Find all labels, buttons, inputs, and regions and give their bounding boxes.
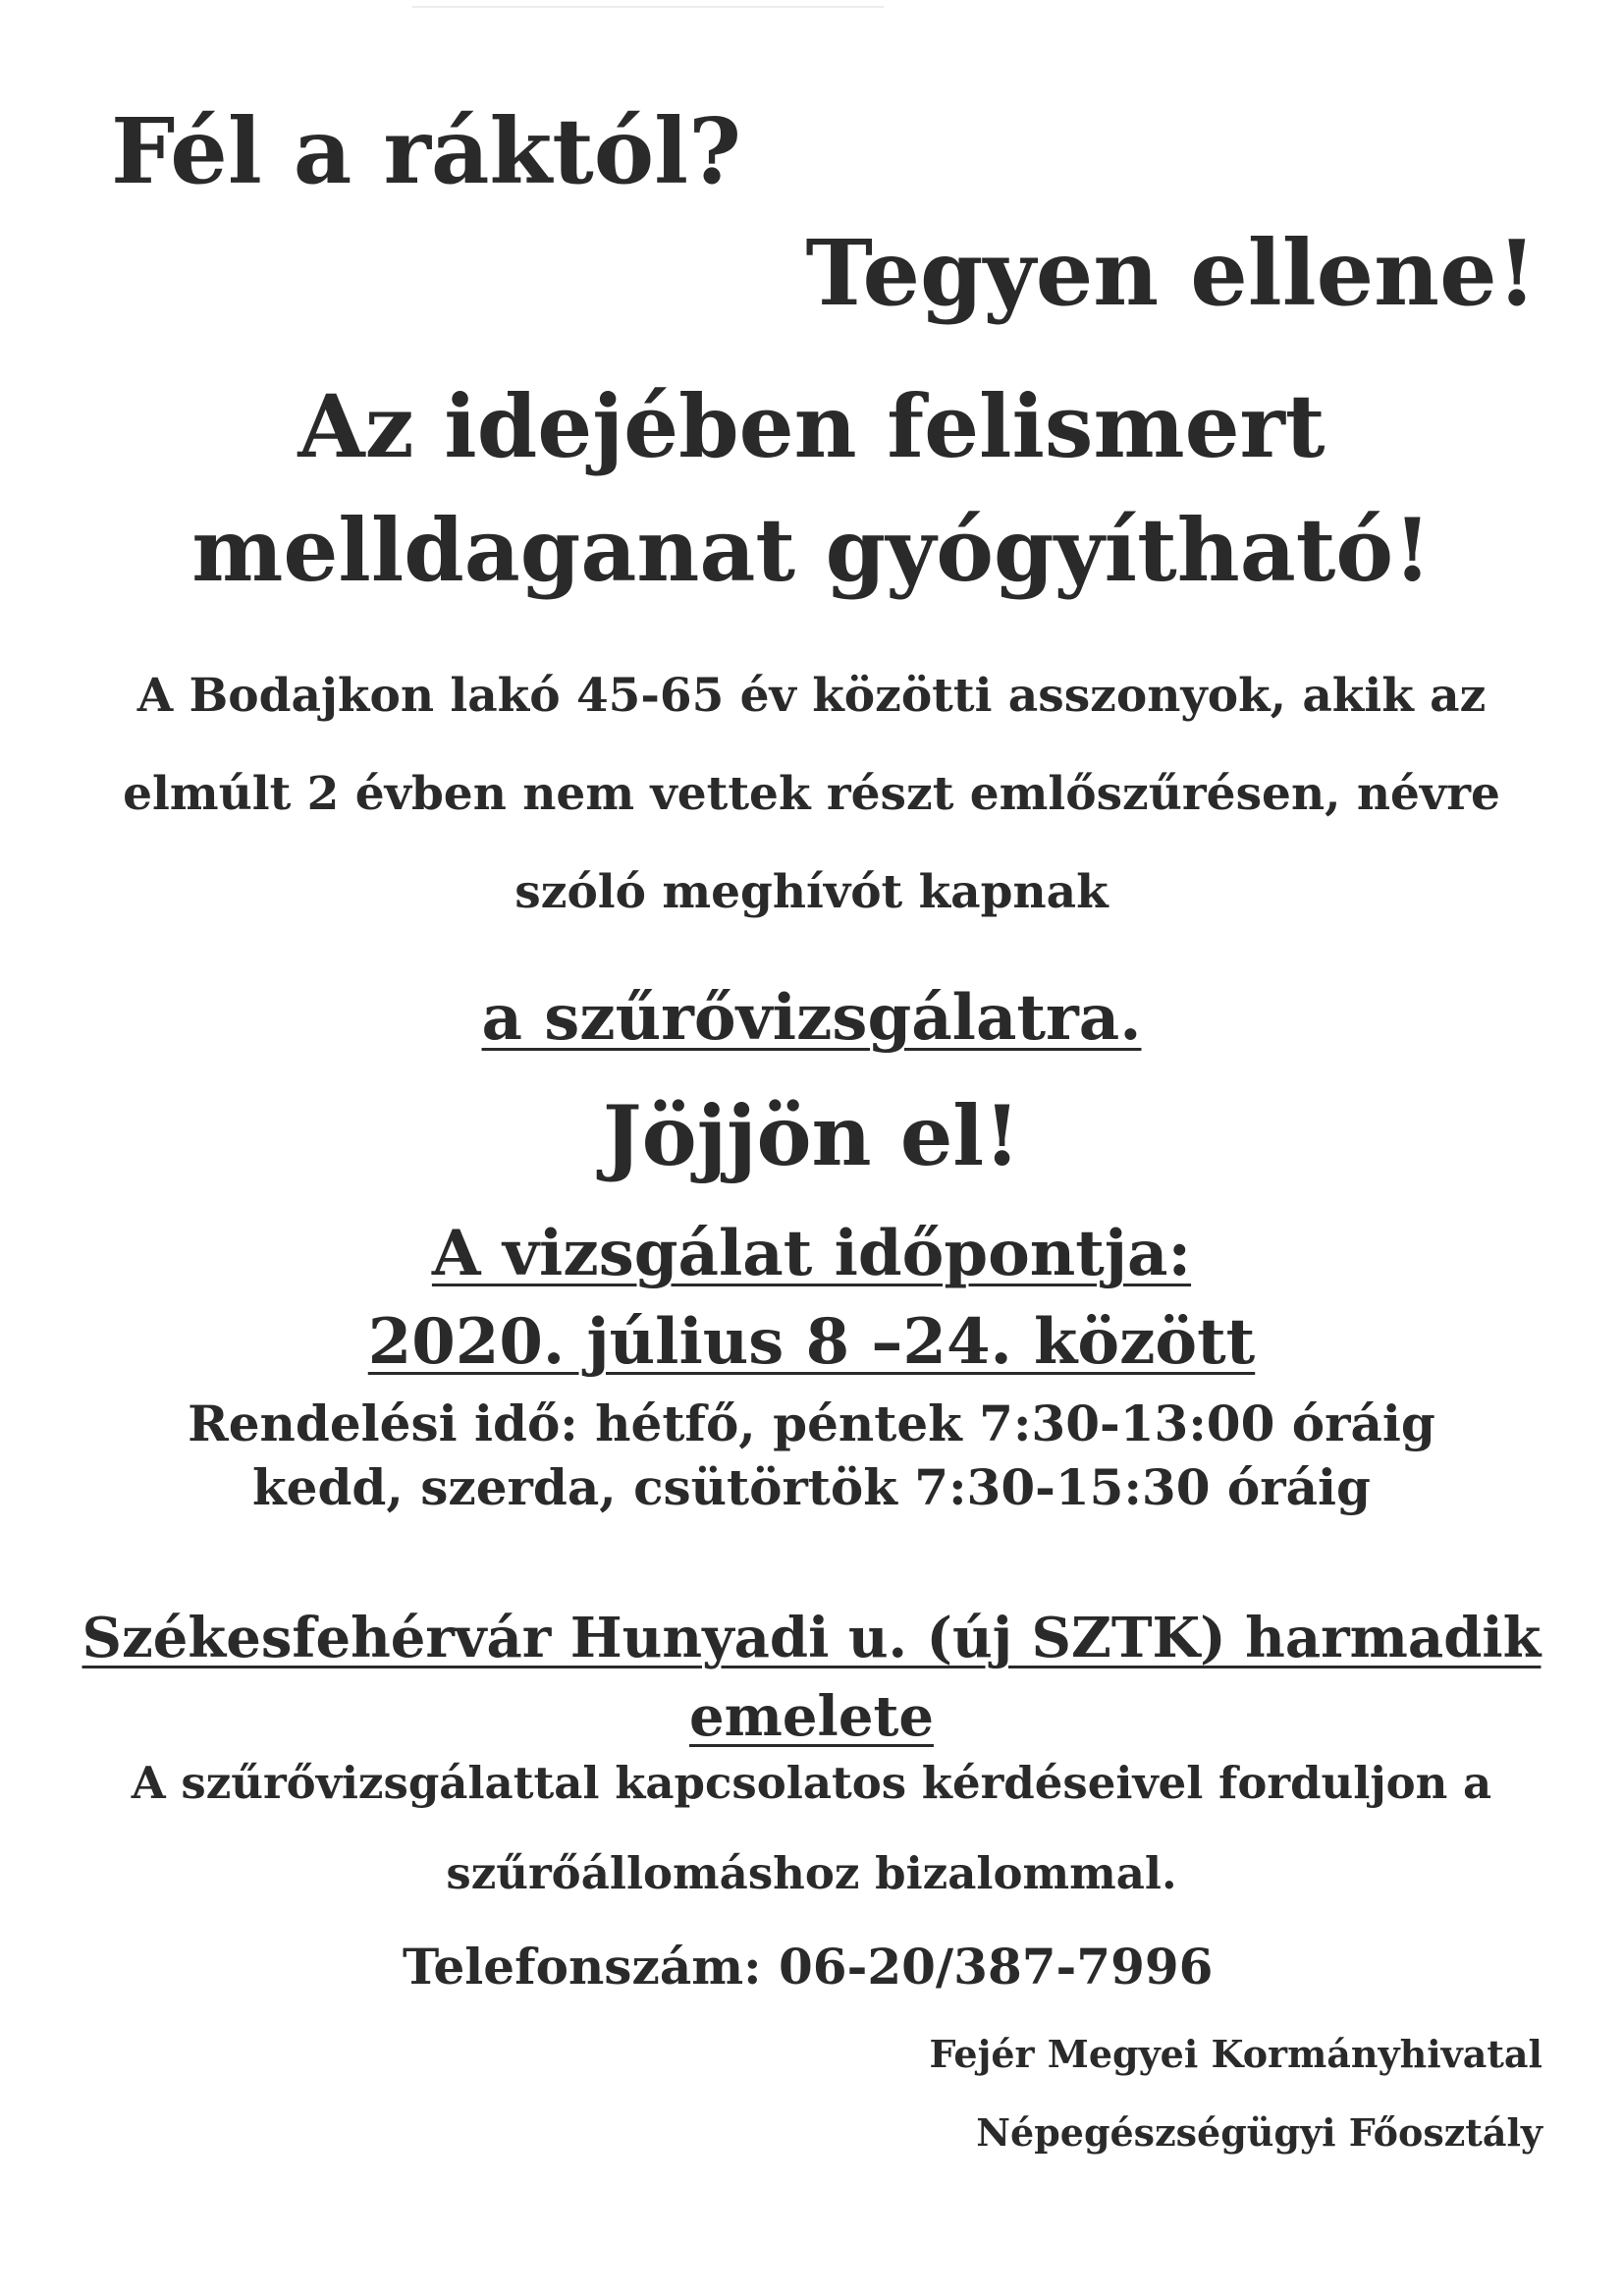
schedule-title-line xyxy=(0,1217,1623,1290)
questions-line-2: szűrőállomáshoz bizalommal. xyxy=(446,1847,1177,1899)
invitation-text: a szűrővizsgálatra. xyxy=(481,981,1142,1055)
call-to-action: Jöjjön el! xyxy=(602,1087,1021,1184)
schedule-range-line xyxy=(0,1305,1623,1379)
headline-line-1: Az idejében felismert xyxy=(298,375,1325,477)
organization-line-1: Fejér Megyei Kormányhivatal xyxy=(929,2032,1542,2076)
schedule-date-range: 2020. július 8 –24. között xyxy=(367,1305,1256,1379)
phone-number: Telefonszám: 06-20/387-7996 xyxy=(403,1938,1214,1995)
office-hours-line-2: kedd, szerda, csütörtök 7:30-15:30 óráig xyxy=(252,1458,1371,1516)
address-line-1-wrap xyxy=(0,1606,1623,1670)
header-call: Tegyen ellene! xyxy=(805,220,1537,326)
address-line-2: emelete xyxy=(689,1684,934,1749)
address-line-1: Székesfehérvár Hunyadi u. (új SZTK) harmadik xyxy=(81,1606,1542,1670)
schedule-title: A vizsgálat időpontja: xyxy=(431,1217,1192,1290)
intro-line-1: A Bodajkon lakó 45-65 év közötti asszonyok, akik az xyxy=(136,669,1487,723)
scan-artifact-line xyxy=(412,6,884,8)
headline-line-2: melldaganat gyógyítható! xyxy=(191,499,1432,601)
address-line-2-wrap xyxy=(0,1684,1623,1749)
organization-line-2: Népegészségügyi Főosztály xyxy=(976,2110,1542,2155)
questions-line-1: A szűrővizsgálattal kapcsolatos kérdéseivel forduljon a xyxy=(131,1757,1492,1809)
intro-line-3: szóló meghívót kapnak xyxy=(514,865,1109,919)
office-hours-line-1: Rendelési idő: hétfő, péntek 7:30-13:00 óráig xyxy=(188,1394,1435,1452)
header-question: Fél a ráktól? xyxy=(111,98,741,204)
intro-line-2: elmúlt 2 évben nem vettek részt emlőszűrésen, névre xyxy=(123,767,1500,821)
invitation-line xyxy=(0,981,1623,1055)
